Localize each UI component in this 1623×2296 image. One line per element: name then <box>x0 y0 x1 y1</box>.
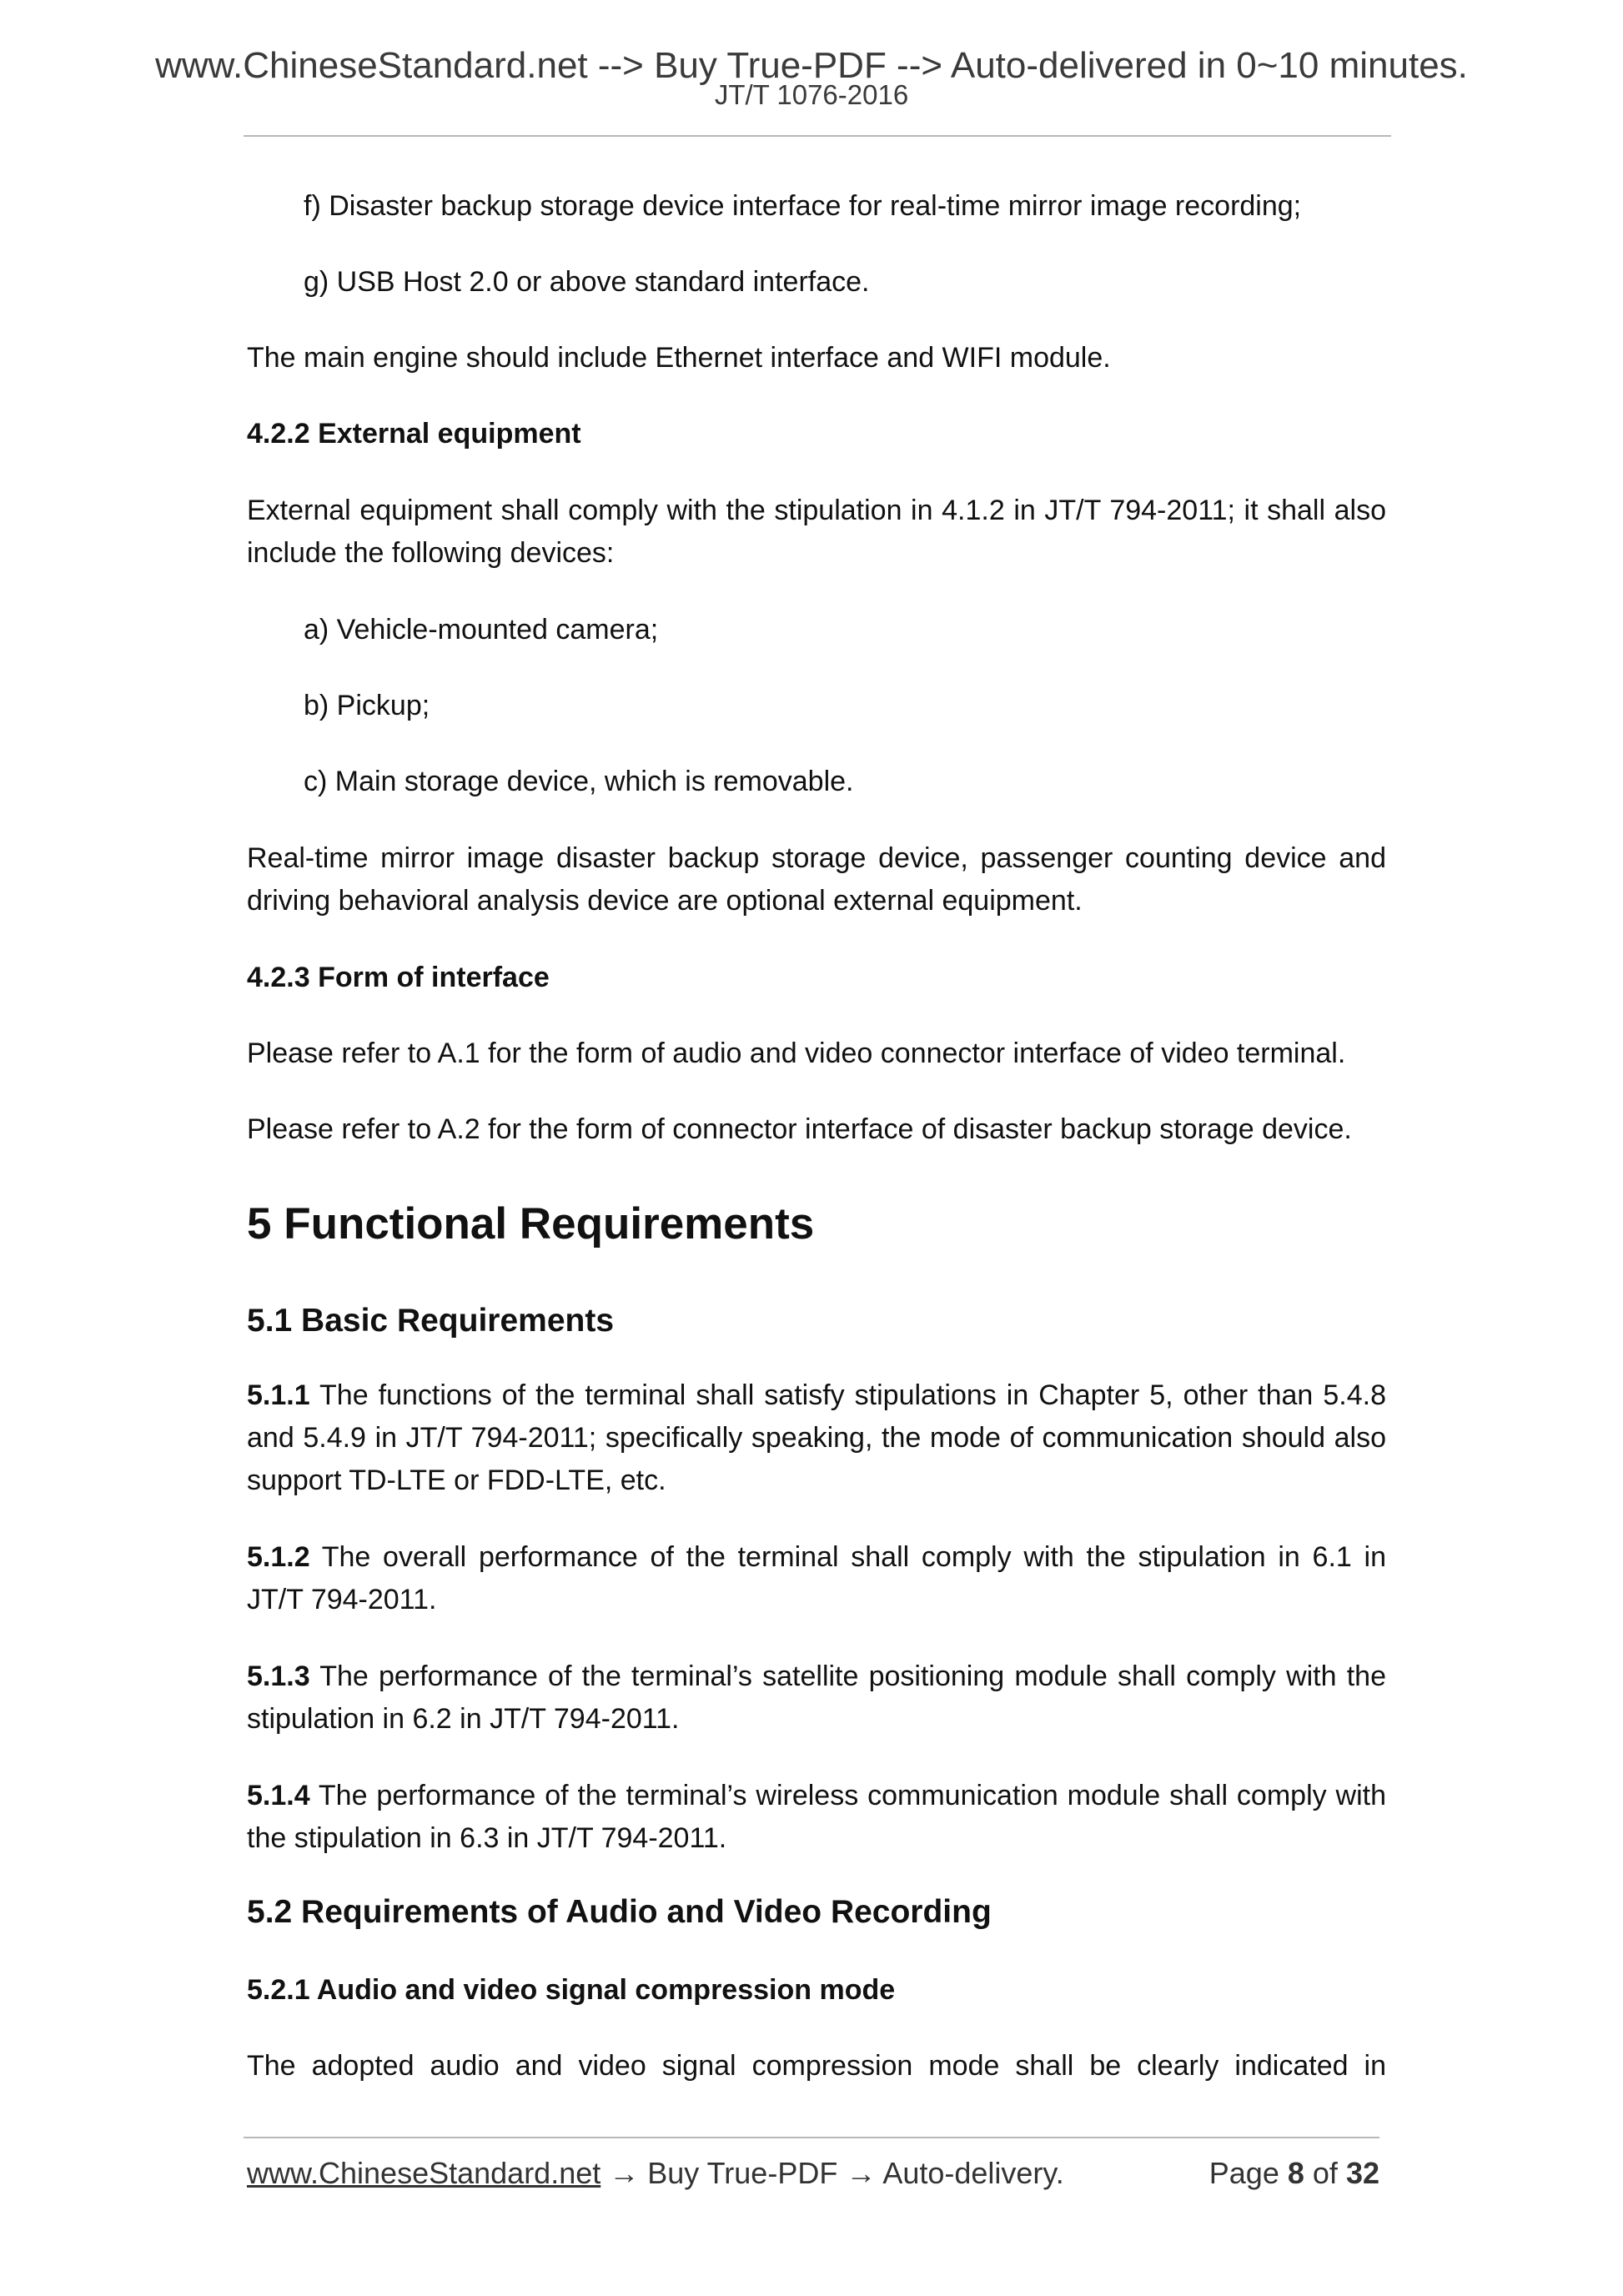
page-footer <box>247 2153 1379 2194</box>
paragraph-main-engine: The main engine should include Ethernet interface and WIFI module. <box>247 342 1111 374</box>
page-word: Page <box>1208 2156 1279 2190</box>
clause-5-1-3 <box>247 1655 1386 1741</box>
site-link[interactable]: www.ChineseStandard.net <box>247 2156 601 2190</box>
section-4-2-2-heading: 4.2.2 External equipment <box>247 418 581 450</box>
section-5-2-1-heading: 5.2.1 Audio and video signal compression mode <box>247 1974 896 2006</box>
page-current: 8 <box>1287 2156 1304 2190</box>
list-item-f: f) Disaster backup storage device interface for real-time mirror image recording; <box>304 190 1302 222</box>
page-indicator <box>1209 2153 1379 2194</box>
list-item-a: a) Vehicle-mounted camera; <box>304 614 659 646</box>
paragraph-refer-a2: Please refer to A.2 for the form of connector interface of disaster backup storage device. <box>247 1113 1352 1145</box>
clause-5-1-4 <box>247 1775 1386 1860</box>
clause-5-1-1 <box>247 1374 1386 1502</box>
site-banner: www.ChineseStandard.net --> Buy True-PDF --> Auto-delivered in 0~10 minutes. <box>155 45 1468 86</box>
list-item-g: g) USB Host 2.0 or above standard interface. <box>304 266 870 298</box>
clause-text: The overall performance of the terminal shall comply with the stipulation in 6.1 in JT/T 794-2011. <box>247 1541 1386 1615</box>
clause-text: The functions of the terminal shall satisfy stipulations in Chapter 5, other than 5.4.8 and 5.4.9 in JT/T 794-2011; specifically speaking, the mode of communication should also support TD-LTE or FDD-LTE, etc. <box>247 1379 1386 1496</box>
clause-number: 5.1.3 <box>247 1660 310 1692</box>
section-5-1-heading: 5.1 Basic Requirements <box>247 1303 615 1339</box>
page-total: 32 <box>1345 2156 1379 2190</box>
paragraph-external-equipment: External equipment shall comply with the stipulation in 4.1.2 in JT/T 794-2011; it shall also include the following devices: <box>247 495 1386 569</box>
header-divider <box>244 135 1391 137</box>
paragraph-compression-mode: The adopted audio and video signal compression mode shall be clearly indicated in <box>247 2050 1386 2082</box>
clause-number: 5.1.4 <box>247 1780 310 1811</box>
footer-divider <box>244 2137 1379 2138</box>
section-4-2-3-heading: 4.2.3 Form of interface <box>247 962 550 993</box>
chapter-5-heading: 5 Functional Requirements <box>247 1199 815 1248</box>
clause-number: 5.1.1 <box>247 1379 310 1411</box>
list-item-b: b) Pickup; <box>304 690 430 721</box>
section-5-2-heading: 5.2 Requirements of Audio and Video Recording <box>247 1894 992 1930</box>
document-number: JT/T 1076-2016 <box>714 79 909 110</box>
footer-links-text: → Buy True-PDF → Auto-delivery. <box>600 2156 1064 2190</box>
footer-links <box>247 2153 1064 2194</box>
of-word: of <box>1312 2156 1338 2190</box>
clause-number: 5.1.2 <box>247 1541 310 1573</box>
list-item-c: c) Main storage device, which is removable. <box>304 766 854 797</box>
clause-5-1-2 <box>247 1536 1386 1621</box>
paragraph-optional-equipment: Real-time mirror image disaster backup storage device, passenger counting device and driving behavioral analysis device are optional external equipment. <box>247 842 1386 917</box>
paragraph-refer-a1: Please refer to A.1 for the form of audio and video connector interface of video terminal. <box>247 1037 1346 1069</box>
clause-text: The performance of the terminal’s wireless communication module shall comply with the stipulation in 6.3 in JT/T 794-2011. <box>247 1780 1386 1854</box>
clause-text: The performance of the terminal’s satellite positioning module shall comply with the stipulation in 6.2 in JT/T 794-2011. <box>247 1660 1386 1735</box>
